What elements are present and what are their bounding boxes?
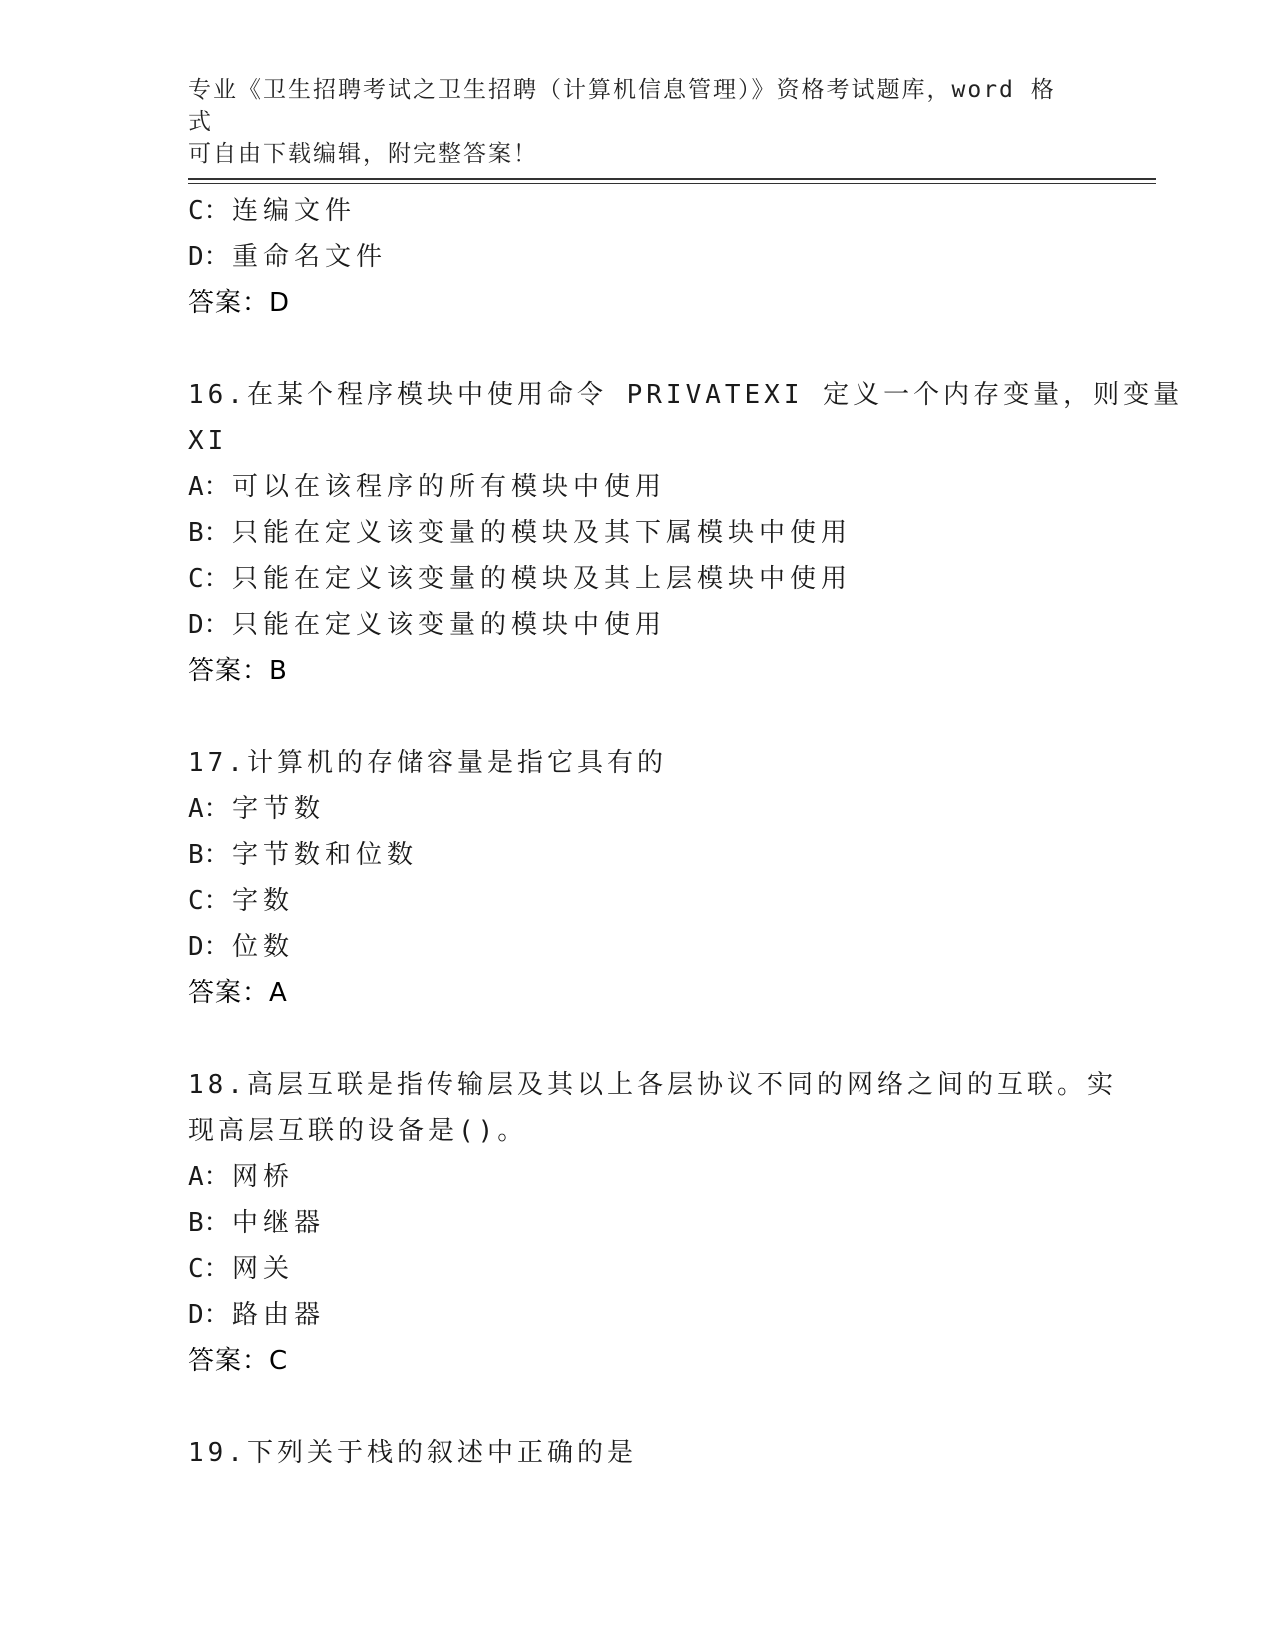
option-text: 只能在定义该变量的模块及其上层模块中使用 <box>232 564 853 594</box>
option-d <box>188 924 1088 970</box>
option-text: 中继器 <box>232 1208 326 1238</box>
option-c <box>188 556 1088 602</box>
question-block-16 <box>188 372 1184 694</box>
option-letter: C： <box>188 564 230 594</box>
question-text: 17.计算机的存储容量是指它具有的 <box>188 748 667 778</box>
option-text: 可以在该程序的所有模块中使用 <box>232 472 667 502</box>
option-text: 路由器 <box>232 1300 326 1330</box>
option-text: 字节数和位数 <box>232 840 419 870</box>
question-block-15 <box>188 188 1088 326</box>
header-divider-thick <box>188 178 1156 180</box>
option-b <box>188 1200 1088 1246</box>
option-d <box>188 602 1088 648</box>
option-letter: B： <box>188 840 230 870</box>
question-text: 19.下列关于栈的叙述中正确的是 <box>188 1438 637 1468</box>
document-header <box>188 74 1068 170</box>
option-text: 位数 <box>232 932 295 962</box>
option-letter: C： <box>188 886 230 916</box>
answer-line: 答案：A <box>188 978 288 1008</box>
block-spacer <box>188 326 1088 372</box>
option-letter: C： <box>188 1254 230 1284</box>
option-d <box>188 1292 1088 1338</box>
question-text: 18.高层互联是指传输层及其以上各层协议不同的网络之间的互联。实 <box>188 1070 1117 1100</box>
option-c <box>188 188 1088 234</box>
answer-line: 答案：C <box>188 1346 289 1376</box>
option-letter: D： <box>188 242 230 272</box>
option-c <box>188 878 1088 924</box>
option-text: 字数 <box>232 886 295 916</box>
option-a <box>188 786 1088 832</box>
question-text: 16.在某个程序模块中使用命令 PRIVATEXI 定义一个内存变量，则变量 <box>188 380 1184 410</box>
option-d <box>188 234 1088 280</box>
answer-line: 答案：D <box>188 288 291 318</box>
option-text: 网桥 <box>232 1162 295 1192</box>
question-block-17 <box>188 740 1088 1016</box>
option-letter: D： <box>188 932 230 962</box>
block-spacer <box>188 1016 1088 1062</box>
option-a <box>188 464 1088 510</box>
option-text: 只能在定义该变量的模块中使用 <box>232 610 667 640</box>
option-c <box>188 1246 1088 1292</box>
option-letter: A： <box>188 1162 230 1192</box>
option-a <box>188 1154 1088 1200</box>
option-letter: B： <box>188 518 230 548</box>
option-letter: D： <box>188 1300 230 1330</box>
option-text: 重命名文件 <box>232 242 388 272</box>
option-letter: C： <box>188 196 230 226</box>
header-line-2: 可自由下载编辑，附完整答案！ <box>188 141 538 167</box>
block-spacer <box>188 694 1088 740</box>
header-divider-thin <box>188 183 1156 184</box>
option-b <box>188 832 1088 878</box>
question-block-18 <box>188 1062 1117 1384</box>
block-spacer <box>188 1384 1088 1430</box>
question-list <box>188 188 1184 1476</box>
option-letter: A： <box>188 472 230 502</box>
option-text: 只能在定义该变量的模块及其下属模块中使用 <box>232 518 853 548</box>
option-b <box>188 510 1088 556</box>
header-line-1: 专业《卫生招聘考试之卫生招聘（计算机信息管理）》资格考试题库，word 格式 <box>188 77 1056 135</box>
question-text-continued: 现高层互联的设备是()。 <box>188 1116 528 1146</box>
option-text: 网关 <box>232 1254 295 1284</box>
answer-line: 答案：B <box>188 656 288 686</box>
option-text: 字节数 <box>232 794 326 824</box>
option-letter: B： <box>188 1208 230 1238</box>
question-text-continued: XI <box>188 426 228 456</box>
option-text: 连编文件 <box>232 196 357 226</box>
option-letter: D： <box>188 610 230 640</box>
question-block-19 <box>188 1430 1088 1476</box>
option-letter: A： <box>188 794 230 824</box>
